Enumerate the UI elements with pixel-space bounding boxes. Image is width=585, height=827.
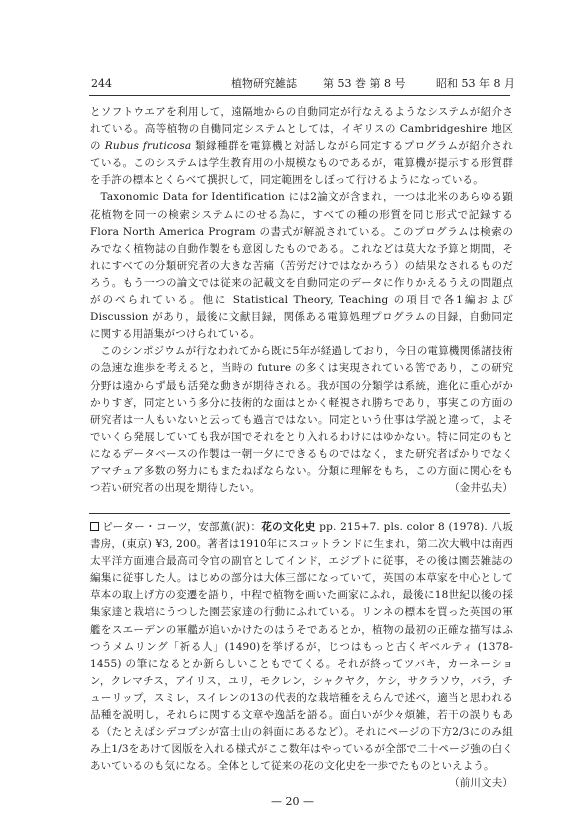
issue-date: 昭和 53 年 8 月 — [436, 77, 515, 90]
paragraph-1-text-a: とソフトウエアを利用して，遠隔地からの自動同定が行なえるようなシステムが紹介されている。高等植物の自働同定システムとしては，イギリスの Cambridgeshire 地区の — [90, 106, 513, 153]
page-number: 244 — [91, 77, 112, 90]
paragraph-2: Taxonomic Data for Identification には2論文が含まれ，一つは北米のあらゆる顕花植物を同一の検索システムにのせる為に，すべての種の形質を同じ形式で記録する Flora North America Program の書式が解説されている。このプログラムは検索のみでなく植物誌の自動作製をも意図したものである。これなどは莫大な予算と期間，それにすべての分類研究者の大きな苦痛（苦労だけではなかろう）の結果なされるものだろう。もう一つの論文では従来の記載文を自動同定のデータに作りかえるうえの問題点がのべられている。他に Statistical Theory, Teaching の項目で各1編および Discussion があり，最後に文献目録，関係ある電算処理プログラムの目録，自動同定に関する用語集がつけられている。 — [90, 191, 513, 341]
review-article-2 — [90, 519, 513, 793]
square-bullet-icon — [90, 522, 99, 531]
review-article-1 — [90, 104, 513, 497]
page-header — [91, 76, 515, 92]
book-review-paragraph — [90, 519, 514, 790]
reviewer-signature-1: （金井弘夫） — [449, 482, 513, 495]
footer-page-number: — 20 — — [271, 795, 314, 808]
header-rule — [89, 95, 510, 96]
journal-title: 植物研究雑誌 — [231, 77, 297, 90]
species-name: Rubus fruticosa — [104, 140, 192, 153]
paragraph-3-text: このシンポジウムが行なわれてから既に5年が経過しており，今日の電算機関係諸技術の急速な進歩を考えると，当時の future の多くは実現されている筈であり，この研究分野は遠からず最も活発な動きが期待される。我が国の分類学は系統，進化に重心がかかりすぎ，同定という多分に技術的な面はとかく軽視され勝ちであり，事実この方面の研究者は一人もいないと云っても過言ではない。同定という仕事は学説と違って，よそでいくら発展していても我が国でそれをとり入れるわけにはゆかない。特に同定のもとになるデータベースの作製は一朝一夕にできるものではなく，また研究者ばかりでなくアマチュア多数の努力にもまたねばならない。分類に理解をもち，この方面に関心をもつ若い研究者の出現を期待したい。 — [90, 345, 513, 495]
paragraph-1 — [90, 104, 513, 189]
volume-issue: 第 53 巻 第 8 号 — [323, 77, 406, 90]
book-citation: pp. 215+7. pls. color 8 (1978). 八坂書房，(東京) ¥3, 200。 — [90, 521, 514, 551]
paragraph-3 — [90, 343, 513, 497]
review-body: 著者は1910年にスコットランドに生まれ，第二次大戦中は南西太平洋方面連合最高司令官の副官としてインド，エジプトに従事，その後は園芸雑誌の編集に従事した人。はじめの部分は大体三部になっていて，英国の本草家を中心として草本の取上げ方の変遷を語り，中程で植物を画いた画家にふれ，最後に18世紀以後の採集家達と栽培にうつした園芸家達の行動にふれている。リンネの標本を買った英国の軍艦をスエーデンの軍艦が追いかけたのはうそであるとか，植物の最初の正確な描写はふつうメムリング「祈る人」(1490)を挙げるが，じつはもっと古くギベルティ (1378-1455) の筆になるとか新らしいこともでてくる。それが終ってツバキ，カーネーション，クレマチス，アイリス，ユリ，モクレン，シャクヤク，ケシ，サクラソウ，バラ，チューリップ，スミレ，スイレンの13の代表的な栽培種をえらんで述べ，適当と思われる品種を説明し，それらに関する文章や逸話を語る。面白いが少々煩雑，若干の誤りもある（たとえばシデコブシが富士山の斜面にあるなど）。それにページの下方2/3にのみ組み上1/3をあけて図版を入れる様式がここ数年はやっているが全部で二十ページ強の白くあいているのも気になる。全体として従来の花の文化史を一歩でたものといえよう。 — [90, 538, 514, 773]
book-title: 花の文化史 — [261, 521, 316, 533]
reviewer-signature-2: （前川文夫） — [449, 777, 513, 790]
section-divider — [89, 513, 510, 514]
paragraph-1-text-b: 類縁種群を電算機と対話しながら同定するプログラムが紹介されている。このシステムは学生教育用の小規模なものであるが，電算機が提示する形質群を手許の標本とくらべて撰択して，同定範囲をしぼって行けるようになっている。 — [90, 140, 514, 187]
page-footer — [0, 795, 585, 809]
author-translator: ピーター・コーツ，安部薫(訳)： — [102, 521, 262, 533]
